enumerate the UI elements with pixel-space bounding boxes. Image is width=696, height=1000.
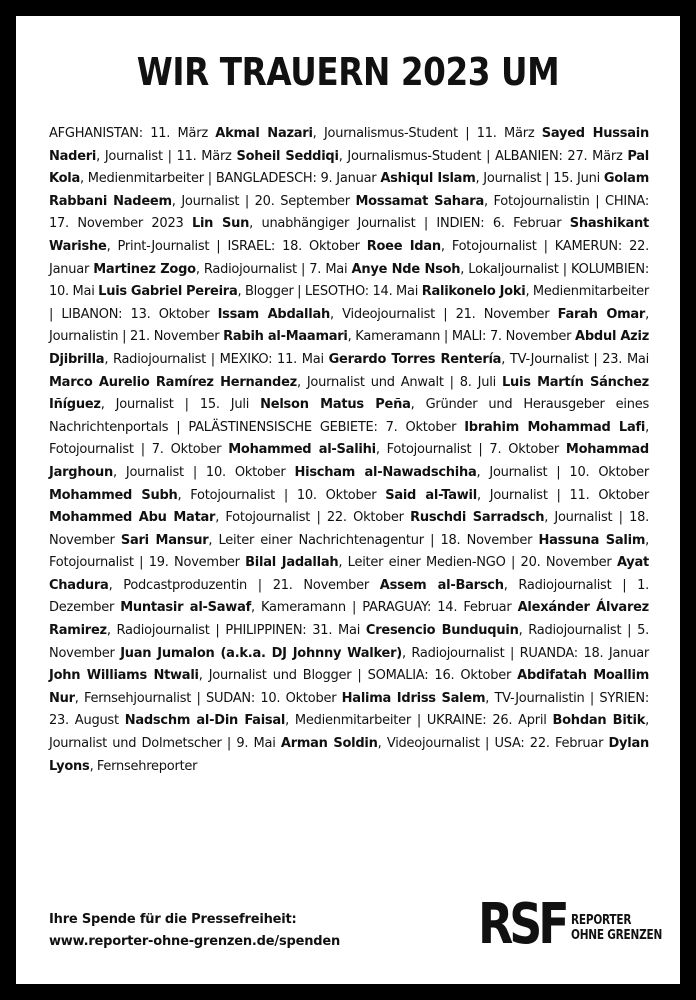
entry-text: , Radiojournalist | 5. November [49, 623, 649, 661]
entry-text: , Kameramann | PARAGUAY: 14. Februar [251, 600, 518, 616]
entry-text: , Medienmitarbeiter | UKRAINE: 26. April [285, 713, 553, 729]
person-name: Hischam al-Nawadschiha [294, 464, 477, 480]
entry-text: , Radiojournalist | 7. Mai [195, 261, 352, 277]
entry-text: , Blogger | LESOTHO: 14. Mai [237, 284, 422, 300]
person-name: Rabih al-Maamari [223, 329, 348, 345]
entry-text: , Videojournalist | USA: 22. Februar [377, 736, 609, 752]
entry-text: , Fotojournalistin | CHINA: 17. November 2023 [49, 193, 649, 232]
entry-text: , Gründer und Herausgeber eines Nachrichtenportals | PALÄSTINENSISCHE GEBIETE: 7. Oktober [49, 397, 649, 435]
entry-text: , Journalist | 10. Oktober [113, 464, 295, 480]
person-name: Mohammed al-Salihi [228, 442, 376, 458]
person-name: Shashikant Warishe [49, 216, 649, 254]
entry-text: , Journalist | 18. November [49, 510, 649, 548]
person-name: Ralikonelo Joki [421, 284, 526, 300]
rsf-logo [478, 892, 680, 957]
person-name: Gerardo Torres Rentería [328, 351, 502, 367]
entry-text: , Lokaljournalist | KOLUMBIEN: 10. Mai [49, 261, 649, 300]
entry-text: , Leiter einer Nachrichtenagentur | 18. November [208, 532, 539, 548]
memorial-list [49, 123, 649, 778]
rsf-logo-line1: REPORTER [570, 912, 631, 928]
entry-text: , Journalist | 11. Oktober [476, 487, 649, 503]
entry-text: , Journalismus-Student | 11. März [312, 126, 542, 141]
person-name: Nelson Matus Peña [260, 397, 411, 413]
page-title: WIR TRAUERN 2023 UM [136, 50, 560, 94]
person-name: Mossamat Sahara [355, 193, 484, 209]
entry-text: , Radiojournalist | MEXIKO: 11. Mai [104, 351, 329, 367]
entry-text: , Journalist und Dolmetscher | 9. Mai [49, 713, 649, 752]
person-name: Luis Martín Sánchez Iñíguez [49, 374, 649, 413]
person-name: Mohammed Abu Matar [49, 510, 216, 526]
person-name: Ibrahim Mohammad Lafi [464, 419, 646, 435]
entry-text: , TV-Journalist | 23. Mai [501, 351, 649, 367]
person-name: Marco Aurelio Ramírez Hernandez [49, 374, 297, 390]
entry-text: , Leiter einer Medien-NGO | 20. November [338, 555, 617, 571]
entry-text: , Medienmitarbeiter | BANGLADESCH: 9. Januar [80, 171, 381, 187]
person-name: Cresencio Bunduquin [365, 623, 519, 639]
person-name: Lin Sun [191, 216, 250, 232]
entry-text: , Journalist | 20. September [171, 193, 356, 209]
donation-link[interactable]: www.reporter-ohne-grenzen.de/spenden [49, 934, 341, 949]
person-name: Anye Nde Nsoh [351, 261, 461, 277]
person-name: Abdifatah Moallim Nur [49, 668, 649, 706]
entry-text: , Fotojournalist | KAMERUN: 22. Januar [49, 238, 649, 277]
entry-text: , Fotojournalist | 7. Oktober [49, 419, 649, 458]
person-name: Mohammed Subh [49, 487, 178, 503]
person-name: Nadschm al-Din Faisal [124, 713, 286, 729]
person-name: Roee Idan [366, 238, 441, 254]
person-name: Farah Omar [557, 306, 646, 322]
person-name: Mohammad Jarghoun [49, 442, 649, 480]
person-name: John Williams Ntwali [49, 668, 199, 684]
person-name: Bilal Jadallah [245, 555, 339, 571]
entry-text: , Podcastproduzentin | 21. November [108, 577, 380, 593]
person-name: Halima Idriss Salem [341, 690, 486, 706]
person-name: Dylan Lyons [49, 736, 649, 774]
person-name: Soheil Seddiqi [236, 148, 339, 164]
entry-text: , Print-Journalist | ISRAEL: 18. Oktober [106, 238, 367, 254]
entry-text: , Medienmitarbeiter | LIBANON: 13. Oktober [49, 284, 649, 322]
person-name: Muntasir al-Sawaf [120, 600, 251, 616]
person-name: Hassuna Salim [538, 532, 646, 548]
memorial-card [16, 16, 680, 984]
rsf-logo-line2: OHNE GRENZEN [570, 927, 662, 943]
entry-text: , Journalistin | 21. November [49, 306, 649, 345]
entry-text: , Videojournalist | 21. November [329, 306, 558, 322]
entry-text: , Journalist und Blogger | SOMALIA: 16. Oktober [198, 668, 518, 684]
entry-text: , Radiojournalist | 1. Dezember [49, 577, 649, 616]
entry-text: , Fotojournalist | 22. Oktober [215, 510, 411, 526]
entry-text: , Journalismus-Student | ALBANIEN: 27. März [338, 148, 628, 164]
person-name: Ayat Chadura [49, 555, 650, 593]
entry-text: , Radiojournalist | RUANDA: 18. Januar [401, 645, 650, 661]
entry-text: , TV-Journalistin | SYRIEN: 23. August [49, 690, 649, 729]
entry-text: , Fernsehjournalist | SUDAN: 10. Oktober [74, 690, 342, 706]
rsf-logo-wordmark [571, 913, 662, 943]
person-name: Abdul Aziz Djibrilla [49, 329, 650, 367]
entry-text: , Journalist und Anwalt | 8. Juli [296, 374, 502, 390]
person-name: Martinez Zogo [93, 261, 196, 277]
entry-text: , Fotojournalist | 10. Oktober [177, 487, 386, 503]
person-name: Sayed Hussain Naderi [49, 126, 649, 164]
person-name: Arman Soldin [280, 736, 378, 752]
person-name: Juan Jumalon (a.k.a. DJ Johnny Walker) [120, 645, 402, 661]
person-name: Golam Rabbani Nadeem [49, 171, 650, 209]
person-name: Luis Gabriel Pereira [98, 284, 238, 300]
person-name: Assem al-Barsch [379, 577, 504, 593]
person-name: Pal Kola [49, 148, 649, 187]
person-name: Said al-Tawil [385, 487, 477, 503]
entry-text: , Kameramann | MALI: 7. November [347, 329, 576, 345]
person-name: Sari Mansur [120, 532, 209, 548]
rsf-logo-mark: RSF [478, 892, 566, 957]
entry-text: , Radiojournalist | PHILIPPINEN: 31. Mai [106, 623, 366, 639]
person-name: Bohdan Bitik [552, 713, 646, 729]
entry-text: , Journalist | 15. Juli [100, 397, 261, 413]
entry-text: , Fernsehreporter [89, 758, 198, 774]
entry-text: , Fotojournalist | 7. Oktober [375, 442, 566, 458]
entry-text: , Journalist | 10. Oktober [476, 464, 649, 480]
person-name: Issam Abdallah [217, 306, 330, 322]
entry-text: , Fotojournalist | 19. November [49, 532, 650, 571]
person-name: Akmal Nazari [215, 126, 313, 141]
donation-footer [49, 909, 340, 953]
person-name: Ruschdi Sarradsch [410, 510, 545, 526]
entry-text: , Journalist | 11. März [96, 148, 237, 164]
entry-text: AFGHANISTAN: 11. März [49, 126, 216, 141]
entry-text: , Journalist | 15. Juni [475, 171, 604, 187]
entry-text: , unabhängiger Journalist | INDIEN: 6. Februar [249, 216, 570, 232]
person-name: Ashiqul Islam [380, 171, 476, 187]
person-name: Alexánder Álvarez Ramirez [49, 600, 649, 639]
donation-text: Ihre Spende für die Pressefreiheit: [49, 912, 297, 927]
